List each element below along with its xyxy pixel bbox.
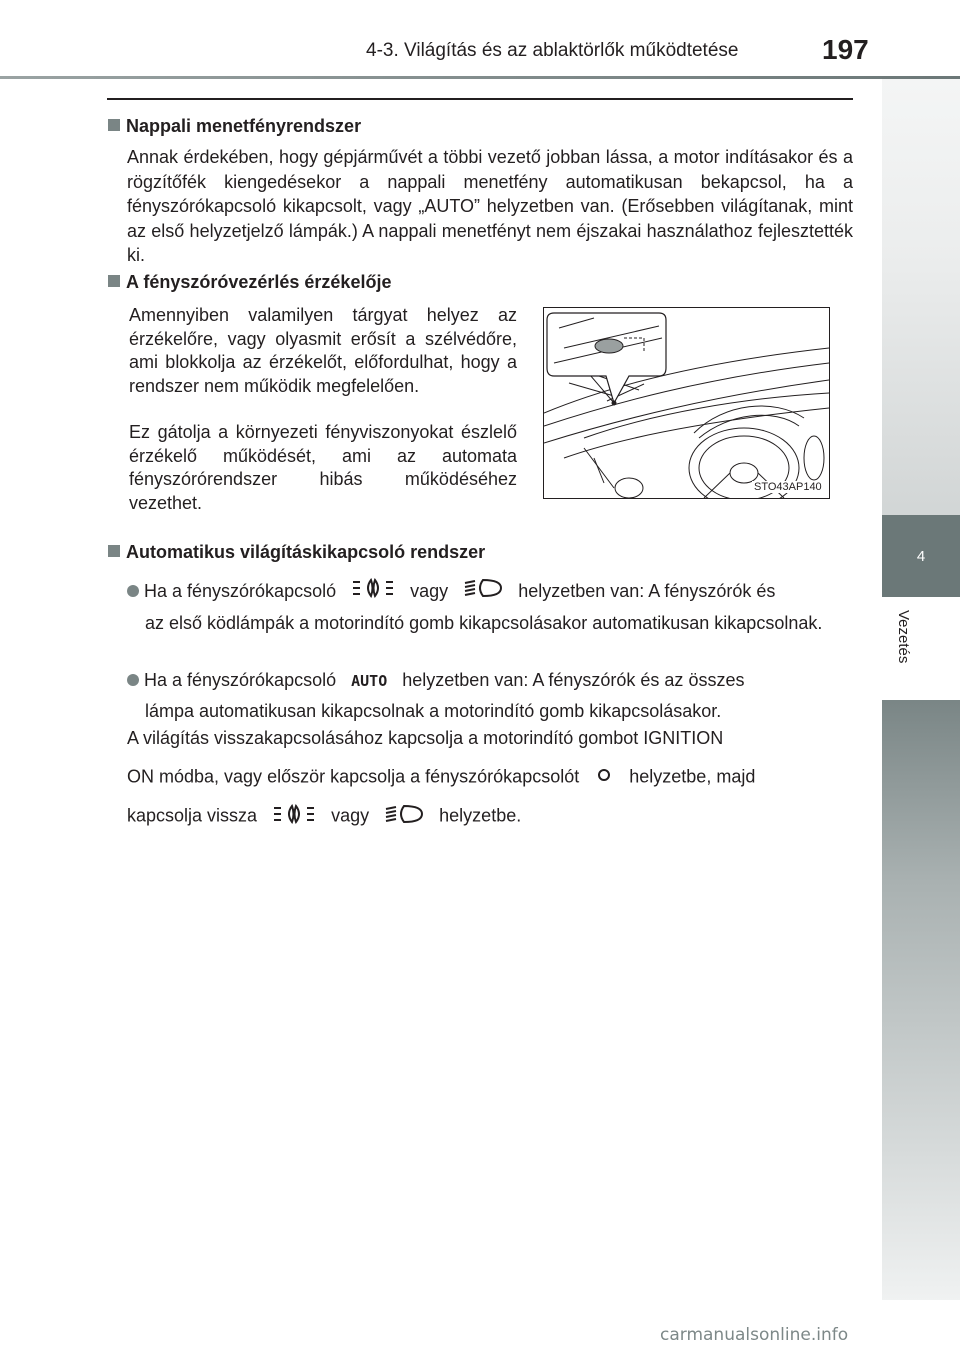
header-rule xyxy=(0,76,960,79)
paragraph-daytime: Annak érdekében, hogy gépjárművét a többi vezető jobban lássa, a motor indításakor és a rögzítőfék kiengedésekor a nappali menetfény automatikusan bekapcsol, ha a fényszórókapcsoló kikapcsolt, vagy „AUTO” helyzetben van. (Erősebben világítanak, mint az első helyzetjelző lámpák.) A nappali menetfényt nem éjszakai használathoz fejlesztették ki. xyxy=(127,147,853,265)
heading-square-icon xyxy=(108,545,120,557)
off-icon xyxy=(594,765,614,790)
headlight-icon xyxy=(463,577,503,608)
restore-line-3: kapcsolja vissza vagy helyzetbe. xyxy=(127,803,853,830)
bullet-1: Ha a fényszórókapcsoló vagy helyzetben van: A fényszórók és az első ködlámpák a motorindító gomb kikapcsolásakor automatikusan kikapcsolnak. xyxy=(127,576,853,638)
parking-light-icon xyxy=(351,577,395,608)
paragraph-sensor-2: Ez gátolja a környezeti fényviszonyokat észlelő érzékelő működését, ami az automata fényszórórendszer hibás működéséhez vezethet. xyxy=(129,422,517,513)
page-number: 197 xyxy=(822,34,869,65)
watermark: carmanualsonline.info xyxy=(660,1325,849,1345)
headlight-icon xyxy=(384,803,424,830)
paragraph-sensor-1: Amennyiben valamilyen tárgyat helyez az érzékelőre, vagy olyasmit erősít a szélvédőre, ami blokkolja az érzékelőt, előfordulhat, hogy a rendszer nem működik megfelelően. xyxy=(129,305,517,396)
side-band-bottom xyxy=(882,700,960,1300)
figure-code: STO43AP140 xyxy=(754,481,822,493)
chapter-label-box xyxy=(882,597,960,700)
chapter-tab[interactable] xyxy=(882,515,960,597)
heading-sensor: A fényszóróvezérlés érzékelője xyxy=(108,272,391,293)
bullet-2: Ha a fényszórókapcsoló AUTO helyzetben van: A fényszórók és az összes lámpa automatikusan kikapcsolnak a motorindító gomb kikapcsolásakor. xyxy=(127,665,853,726)
chapter-tab-number: 4 xyxy=(916,547,926,565)
side-band-top xyxy=(882,79,960,515)
bullet-dot-icon xyxy=(127,674,139,686)
bullet-dot-icon xyxy=(127,585,139,597)
dashboard-illustration-svg xyxy=(544,308,829,498)
heading-auto-off: Automatikus világításkikapcsoló rendszer xyxy=(108,542,485,563)
heading-square-icon xyxy=(108,275,120,287)
heading-daytime: Nappali menetfényrendszer xyxy=(108,116,361,137)
section-rule xyxy=(107,98,853,100)
parking-light-icon xyxy=(272,803,316,830)
restore-line-1: A világítás visszakapcsolásához kapcsolja a motorindító gombot IGNITION xyxy=(127,728,724,748)
chapter-label: Vezetés xyxy=(895,610,912,664)
dashboard-sensor-illustration xyxy=(543,307,830,499)
auto-icon: AUTO xyxy=(351,672,388,691)
heading-square-icon xyxy=(108,119,120,131)
restore-line-2: ON módba, vagy először kapcsolja a fényszórókapcsolót helyzetbe, majd xyxy=(127,765,853,790)
chapter-title: 4-3. Világítás és az ablaktörlők működtetése xyxy=(366,40,739,61)
